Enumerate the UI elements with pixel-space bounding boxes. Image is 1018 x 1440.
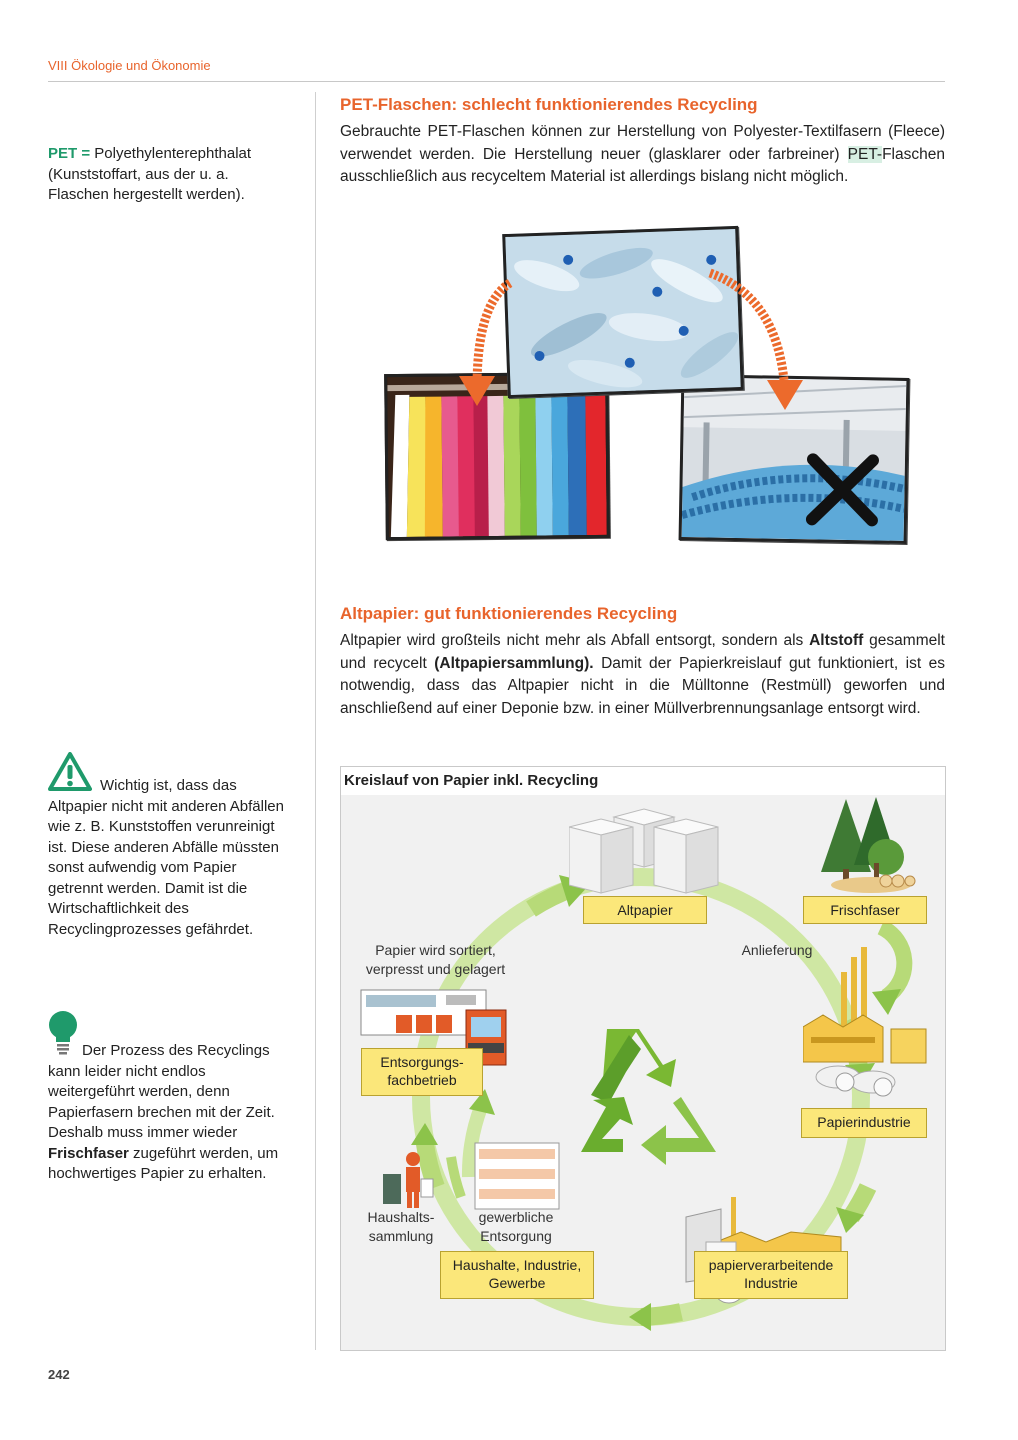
pet-text-after: Flaschen ausschließlich aus recyceltem Material ist allerdings bislang nicht möglich. bbox=[340, 145, 945, 185]
header-divider bbox=[48, 81, 945, 82]
chapter-header: VIII Ökologie und Ökonomie bbox=[48, 58, 211, 73]
paper-factory-icon bbox=[803, 937, 928, 1097]
paper-bold-sammlung: (Altpapiersammlung). bbox=[434, 654, 594, 672]
tip-note bbox=[48, 1041, 293, 1185]
paper-cycle-diagram bbox=[340, 766, 946, 1351]
paper-text-1: Altpapier wird großteils nicht mehr als Abfall entsorgt, sondern als bbox=[340, 632, 810, 649]
household-collection-icon bbox=[381, 1149, 436, 1211]
recycle-symbol-icon bbox=[581, 1029, 716, 1165]
pet-collage bbox=[385, 228, 910, 550]
page-number: 242 bbox=[48, 1367, 70, 1382]
tip-text-before: Der Prozess des Recyclings kann leider nicht endlos weitergeführt werden, denn Papierfasern brechen mit der Zeit. Deshalb muss immer wieder bbox=[48, 1042, 275, 1141]
paper-bold-altstoff: Altstoff bbox=[809, 632, 864, 649]
pet-text-before: Gebrauchte PET-Flaschen können zur Herstellung von Polyester-Textilfasern (Fleece) verwendet werden. Die Herstellung neuer (glasklarer oder farbreiner) bbox=[340, 123, 945, 163]
pet-term: PET = bbox=[48, 145, 91, 162]
recycling-arrows-orange bbox=[385, 228, 910, 550]
box-papierindustrie: Papierindustrie bbox=[801, 1108, 927, 1138]
warning-note: Wichtig ist, dass das Altpapier nicht mit anderen Abfällen wie z. B. Kunststoffen verunreinigt ist. Diese anderen Abfälle müssten sonst aufwendig vom Papier getrennt werden. Damit ist die Wirtschaftlichkeit des Recyclingprozesses gefährdet. bbox=[48, 777, 284, 938]
label-haushaltssammlung: Haushalts-sammlung bbox=[367, 1209, 435, 1244]
pet-highlight: PET- bbox=[847, 145, 883, 163]
tip-text-after: zugeführt werden, um hochwertiges Papier zu erhalten. bbox=[48, 1144, 279, 1182]
tip-bold-term: Frischfaser bbox=[48, 1144, 129, 1162]
diagram-title: Kreislauf von Papier inkl. Recycling bbox=[344, 772, 599, 789]
label-sortiert: Papier wird sortiert, verpresst und gelagert bbox=[365, 942, 506, 977]
pet-heading: PET-Flaschen: schlecht funktionierendes Recycling bbox=[340, 95, 758, 114]
box-altpapier: Altpapier bbox=[583, 896, 707, 924]
box-entsorgungsfachbetrieb: Entsorgungs-fachbetrieb bbox=[361, 1048, 483, 1096]
warehouse-shelves-icon bbox=[473, 1141, 561, 1211]
pet-definition-text: Polyethylenterephthalat (Kunststoffart, aus der u. a. Flaschen hergestellt werden). bbox=[48, 145, 252, 203]
pet-definition bbox=[48, 144, 278, 206]
paper-text-3: Damit der Papierkreislauf gut funktioniert, ist es notwendig, dass das Altpapier nicht in die Mülltonne (Restmüll) geworfen und anschließend auf einer Deponie bzw. in einer Müllverbrennungsanlage entsorgt wird. bbox=[340, 654, 945, 717]
paper-heading: Altpapier: gut funktionierendes Recycling bbox=[340, 604, 678, 623]
label-anlieferung: Anlieferung bbox=[741, 942, 813, 958]
box-frischfaser: Frischfaser bbox=[803, 896, 927, 924]
label-gewerbliche: gewerbliche Entsorgung bbox=[478, 1209, 554, 1244]
box-papierverarbeitende-industrie: papierverarbeitende Industrie bbox=[694, 1251, 848, 1299]
paper-stacks-icon bbox=[569, 807, 724, 895]
column-divider bbox=[315, 92, 316, 1350]
pet-paragraph bbox=[340, 121, 945, 189]
paper-paragraph bbox=[340, 630, 945, 720]
box-haushalte-industrie-gewerbe: Haushalte, Industrie, Gewerbe bbox=[440, 1251, 594, 1299]
paper-text-2: gesammelt und recycelt bbox=[340, 632, 945, 672]
forest-trees-icon bbox=[816, 797, 916, 895]
